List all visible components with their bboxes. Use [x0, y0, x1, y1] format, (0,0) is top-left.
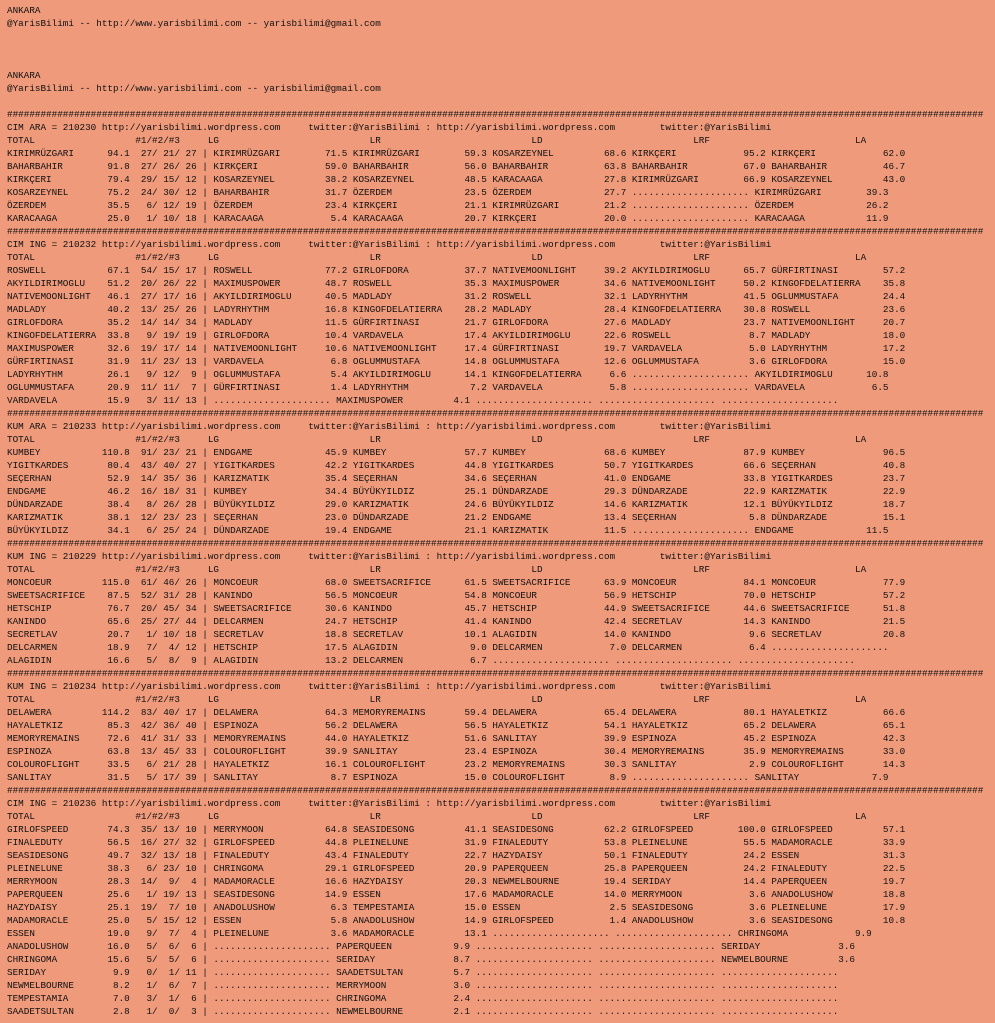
- result-row: CHRINGOMA 15.6 5/ 5/ 6 | ..................... SERIDAY 8.7 ..................... ..................... NEWMELBOURNE 3.6: [7, 954, 856, 965]
- section-divider: ###############################################################################################################################################################################: [7, 226, 984, 237]
- result-row: ANADOLUSHOW 16.0 5/ 6/ 6 | ..................... PAPERQUEEN 9.9 ..................... ..................... SERIDAY 3.6: [7, 941, 856, 952]
- result-row: KANINDO 65.6 25/ 27/ 44 | DELCARMEN 24.7 HETSCHIP 41.4 KANINDO 42.4 SECRETLAV 14.3 KANINDO 21.5: [7, 616, 906, 627]
- results-body: [7, 69, 995, 1018]
- credit-line: @YarisBilimi -- http://www.yarisbilimi.com -- yarisbilimi@gmail.com: [7, 83, 381, 94]
- spacer: [7, 30, 995, 43]
- column-header-row: TOTAL #1/#2/#3 LG LR LD LRF LA: [7, 434, 867, 445]
- result-row: SEASIDESONG 49.7 32/ 13/ 18 | FINALEDUTY 43.4 FINALEDUTY 22.7 HAZYDAISY 50.1 FINALEDUTY 24.2 ESSEN 31.3: [7, 850, 906, 861]
- result-row: SECRETLAV 20.7 1/ 10/ 18 | SECRETLAV 18.8 SECRETLAV 10.1 ALAGIDIN 14.0 KANINDO 9.6 SECRETLAV 20.8: [7, 629, 906, 640]
- race-header: CIM ING = 210232 http://yarisbilimi.wordpress.com twitter:@YarisBilimi : http://yarisbilimi.wordpress.com twitter:@YarisBilimi: [7, 239, 772, 250]
- section-divider: ###############################################################################################################################################################################: [7, 785, 984, 796]
- spacer: [7, 95, 995, 108]
- result-row: OGLUMMUSTAFA 20.9 11/ 11/ 7 | GÜRFIRTINASI 1.4 LADYRHYTHM 7.2 VARDAVELA 5.8 ..................... VARDAVELA 6.5: [7, 382, 889, 393]
- result-row: DÜNDARZADE 38.4 8/ 26/ 28 | BÜYÜKYILDIZ 29.0 KARIZMATIK 24.6 BÜYÜKYILDIZ 14.6 KARIZMATIK 12.1 BÜYÜKYILDIZ 18.7: [7, 499, 906, 510]
- result-row: GÜRFIRTINASI 31.9 11/ 23/ 13 | VARDAVELA 6.8 OGLUMMUSTAFA 14.8 OGLUMMUSTAFA 12.6 OGLUMMUSTAFA 3.6 GIRLOFDORA 15.0: [7, 356, 906, 367]
- result-row: MADAMORACLE 25.0 5/ 15/ 12 | ESSEN 5.8 ANADOLUSHOW 14.9 GIRLOFSPEED 1.4 ANADOLUSHOW 3.6 SEASIDESONG 10.8: [7, 915, 906, 926]
- result-row: NATIVEMOONLIGHT 46.1 27/ 17/ 16 | AKYILDIRIMOGLU 40.5 MADLADY 31.2 ROSWELL 32.1 LADYRHYTHM 41.5 OGLUMMUSTAFA 24.4: [7, 291, 906, 302]
- result-row: KARACAAGA 25.0 1/ 10/ 18 | KARACAAGA 5.4 KARACAAGA 20.7 KIRKÇERI 20.0 ..................... KARACAAGA 11.9: [7, 213, 889, 224]
- credit-line: @YarisBilimi -- http://www.yarisbilimi.com -- yarisbilimi@gmail.com: [7, 18, 381, 29]
- result-row: PLEINELUNE 38.3 6/ 23/ 10 | CHRINGOMA 29.1 GIRLOFSPEED 20.9 PAPERQUEEN 25.8 PAPERQUEEN 24.2 FINALEDUTY 22.5: [7, 863, 906, 874]
- result-row: MEMORYREMAINS 72.6 41/ 31/ 33 | MEMORYREMAINS 44.0 HAYALETKIZ 51.6 SANLITAY 39.9 ESPINOZA 45.2 ESPINOZA 42.3: [7, 733, 906, 744]
- city-heading: ANKARA: [7, 5, 41, 16]
- result-row: KOSARZEYNEL 75.2 24/ 30/ 12 | BAHARBAHIR 31.7 ÖZERDEM 23.5 ÖZERDEM 27.7 ..................... KIRIMRÜZGARI 39.3: [7, 187, 889, 198]
- result-row: BÜYÜKYILDIZ 34.1 6/ 25/ 24 | DÜNDARZADE 19.4 ENDGAME 21.1 KARIZMATIK 11.5 ..................... ENDGAME 11.5: [7, 525, 889, 536]
- result-row: YIGITKARDES 80.4 43/ 40/ 27 | YIGITKARDES 42.2 YIGITKARDES 44.8 YIGITKARDES 50.7 YIGITKARDES 66.6 SEÇERHAN 40.8: [7, 460, 906, 471]
- section-divider: ###############################################################################################################################################################################: [7, 538, 984, 549]
- result-row: KARIZMATIK 38.1 12/ 23/ 23 | SEÇERHAN 23.0 DÜNDARZADE 21.2 ENDGAME 13.4 SEÇERHAN 5.8 DÜNDARZADE 15.1: [7, 512, 906, 523]
- result-row: GIRLOFSPEED 74.3 35/ 13/ 10 | MERRYMOON 64.8 SEASIDESONG 41.1 SEASIDESONG 62.2 GIRLOFSPEED 100.0 GIRLOFSPEED 57.1: [7, 824, 906, 835]
- result-row: AKYILDIRIMOGLU 51.2 20/ 26/ 22 | MAXIMUSPOWER 48.7 ROSWELL 35.3 MAXIMUSPOWER 34.6 NATIVEMOONLIGHT 50.2 KINGOFDELATIERRA 35.8: [7, 278, 906, 289]
- result-row: KIRKÇERI 79.4 29/ 15/ 12 | KOSARZEYNEL 38.2 KOSARZEYNEL 48.5 KARACAAGA 27.8 KIRIMRÜZGARI 66.9 KOSARZEYNEL 43.0: [7, 174, 906, 185]
- result-row: HAYALETKIZ 85.3 42/ 36/ 40 | ESPINOZA 56.2 DELAWERA 56.5 HAYALETKIZ 54.1 HAYALETKIZ 65.2 DELAWERA 65.1: [7, 720, 906, 731]
- section-divider: ###############################################################################################################################################################################: [7, 109, 984, 120]
- result-row: BAHARBAHIR 91.8 27/ 26/ 26 | KIRKÇERI 59.0 BAHARBAHIR 56.0 BAHARBAHIR 63.8 BAHARBAHIR 67.0 BAHARBAHIR 46.7: [7, 161, 906, 172]
- result-row: SWEETSACRIFICE 87.5 52/ 31/ 28 | KANINDO 56.5 MONCOEUR 54.8 MONCOEUR 56.9 HETSCHIP 70.0 HETSCHIP 57.2: [7, 590, 906, 601]
- city-heading: ANKARA: [7, 70, 41, 81]
- result-row: SEÇERHAN 52.9 14/ 35/ 36 | KARIZMATIK 35.4 SEÇERHAN 34.6 SEÇERHAN 41.0 ENDGAME 33.8 YIGITKARDES 23.7: [7, 473, 906, 484]
- result-row: SERIDAY 9.9 0/ 1/ 11 | ..................... SAADETSULTAN 5.7 ..................... ..................... .....................: [7, 967, 839, 978]
- result-row: MONCOEUR 115.0 61/ 46/ 26 | MONCOEUR 68.0 SWEETSACRIFICE 61.5 SWEETSACRIFICE 63.9 MONCOEUR 84.1 MONCOEUR 77.9: [7, 577, 906, 588]
- race-header: KUM ARA = 210233 http://yarisbilimi.wordpress.com twitter:@YarisBilimi : http://yarisbilimi.wordpress.com twitter:@YarisBilimi: [7, 421, 772, 432]
- column-header-row: TOTAL #1/#2/#3 LG LR LD LRF LA: [7, 252, 867, 263]
- race-header: CIM ING = 210236 http://yarisbilimi.wordpress.com twitter:@YarisBilimi : http://yarisbilimi.wordpress.com twitter:@YarisBilimi: [7, 798, 772, 809]
- spacer: [7, 56, 995, 69]
- result-row: ÖZERDEM 35.5 6/ 12/ 19 | ÖZERDEM 23.4 KIRKÇERI 21.1 KIRIMRÜZGARI 21.2 ..................... ÖZERDEM 26.2: [7, 200, 889, 211]
- result-row: MERRYMOON 28.3 14/ 9/ 4 | MADAMORACLE 16.6 HAZYDAISY 20.3 NEWMELBOURNE 19.4 SERIDAY 14.4 PAPERQUEEN 19.7: [7, 876, 906, 887]
- result-row: SAADETSULTAN 2.8 1/ 0/ 3 | ..................... NEWMELBOURNE 2.1 ..................... ..................... .....................: [7, 1006, 839, 1017]
- section-divider: ###############################################################################################################################################################################: [7, 668, 984, 679]
- result-row: HAZYDAISY 25.1 19/ 7/ 10 | ANADOLUSHOW 6.3 TEMPESTAMIA 15.0 ESSEN 2.5 SEASIDESONG 3.6 PLEINELUNE 17.9: [7, 902, 906, 913]
- race-header: KUM ING = 210229 http://yarisbilimi.wordpress.com twitter:@YarisBilimi : http://yarisbilimi.wordpress.com twitter:@YarisBilimi: [7, 551, 772, 562]
- result-row: KUMBEY 110.8 91/ 23/ 21 | ENDGAME 45.9 KUMBEY 57.7 KUMBEY 68.6 KUMBEY 87.9 KUMBEY 96.5: [7, 447, 906, 458]
- result-row: PAPERQUEEN 25.6 1/ 19/ 13 | SEASIDESONG 14.9 ESSEN 17.6 MADAMORACLE 14.0 MERRYMOON 3.6 ANADOLUSHOW 18.8: [7, 889, 906, 900]
- result-row: VARDAVELA 15.9 3/ 11/ 13 | ..................... MAXIMUSPOWER 4.1 ..................... ..................... .....................: [7, 395, 839, 406]
- section-divider: ###############################################################################################################################################################################: [7, 408, 984, 419]
- result-row: HETSCHIP 76.7 20/ 45/ 34 | SWEETSACRIFICE 30.6 KANINDO 45.7 HETSCHIP 44.9 SWEETSACRIFICE 44.6 SWEETSACRIFICE 51.8: [7, 603, 906, 614]
- result-row: ESPINOZA 63.8 13/ 45/ 33 | COLOUROFLIGHT 39.9 SANLITAY 23.4 ESPINOZA 30.4 MEMORYREMAINS 35.9 MEMORYREMAINS 33.0: [7, 746, 906, 757]
- result-row: NEWMELBOURNE 8.2 1/ 6/ 7 | ..................... MERRYMOON 3.0 ..................... ..................... .....................: [7, 980, 839, 991]
- result-row: MADLADY 40.2 13/ 25/ 26 | LADYRHYTHM 16.8 KINGOFDELATIERRA 28.2 MADLADY 28.4 KINGOFDELATIERRA 30.8 ROSWELL 23.6: [7, 304, 906, 315]
- result-row: ROSWELL 67.1 54/ 15/ 17 | ROSWELL 77.2 GIRLOFDORA 37.7 NATIVEMOONLIGHT 39.2 AKYILDIRIMOGLU 65.7 GÜRFIRTINASI 57.2: [7, 265, 906, 276]
- result-row: ALAGIDIN 16.6 5/ 8/ 9 | ALAGIDIN 13.2 DELCARMEN 6.7 ..................... ..................... .....................: [7, 655, 856, 666]
- result-row: KIRIMRÜZGARI 94.1 27/ 21/ 27 | KIRIMRÜZGARI 71.5 KIRIMRÜZGARI 59.3 KOSARZEYNEL 68.6 KIRKÇERI 95.2 KIRKÇERI 62.0: [7, 148, 906, 159]
- column-header-row: TOTAL #1/#2/#3 LG LR LD LRF LA: [7, 811, 867, 822]
- result-row: FINALEDUTY 56.5 16/ 27/ 32 | GIRLOFSPEED 44.8 PLEINELUNE 31.9 FINALEDUTY 53.8 PLEINELUNE 55.5 MADAMORACLE 33.9: [7, 837, 906, 848]
- result-row: GIRLOFDORA 35.2 14/ 14/ 34 | MADLADY 11.5 GÜRFIRTINASI 21.7 GIRLOFDORA 27.6 MADLADY 23.7 NATIVEMOONLIGHT 20.7: [7, 317, 906, 328]
- result-row: KINGOFDELATIERRA 33.8 9/ 19/ 19 | GIRLOFDORA 10.4 VARDAVELA 17.4 AKYILDIRIMOGLU 22.6 ROSWELL 8.7 MADLADY 18.0: [7, 330, 906, 341]
- result-row: SANLITAY 31.5 5/ 17/ 39 | SANLITAY 8.7 ESPINOZA 15.0 COLOUROFLIGHT 8.9 ..................... SANLITAY 7.9: [7, 772, 889, 783]
- spacer: [7, 43, 995, 56]
- result-row: ENDGAME 46.2 16/ 18/ 31 | KUMBEY 34.4 BÜYÜKYILDIZ 25.1 DÜNDARZADE 29.3 DÜNDARZADE 22.9 KARIZMATIK 22.9: [7, 486, 906, 497]
- column-header-row: TOTAL #1/#2/#3 LG LR LD LRF LA: [7, 135, 867, 146]
- column-header-row: TOTAL #1/#2/#3 LG LR LD LRF LA: [7, 564, 867, 575]
- result-row: TEMPESTAMIA 7.0 3/ 1/ 6 | ..................... CHRINGOMA 2.4 ..................... ..................... .....................: [7, 993, 839, 1004]
- race-header: CIM ARA = 210230 http://yarisbilimi.wordpress.com twitter:@YarisBilimi : http://yarisbilimi.wordpress.com twitter:@YarisBilimi: [7, 122, 772, 133]
- result-row: LADYRHYTHM 26.1 9/ 12/ 9 | OGLUMMUSTAFA 5.4 AKYILDIRIMOGLU 14.1 KINGOFDELATIERRA 6.6 ..................... AKYILDIRIMOGLU 10.8: [7, 369, 889, 380]
- result-row: ESSEN 19.0 9/ 7/ 4 | PLEINELUNE 3.6 MADAMORACLE 13.1 ..................... ..................... CHRINGOMA 9.9: [7, 928, 872, 939]
- result-row: DELCARMEN 18.9 7/ 4/ 12 | HETSCHIP 17.5 ALAGIDIN 9.0 DELCARMEN 7.0 DELCARMEN 6.4 .....................: [7, 642, 889, 653]
- column-header-row: TOTAL #1/#2/#3 LG LR LD LRF LA: [7, 694, 867, 705]
- result-row: COLOUROFLIGHT 33.5 6/ 21/ 28 | HAYALETKIZ 16.1 COLOUROFLIGHT 23.2 MEMORYREMAINS 30.3 SANLITAY 2.9 COLOUROFLIGHT 14.3: [7, 759, 906, 770]
- race-header: KUM ING = 210234 http://yarisbilimi.wordpress.com twitter:@YarisBilimi : http://yarisbilimi.wordpress.com twitter:@YarisBilimi: [7, 681, 772, 692]
- result-row: MAXIMUSPOWER 32.6 19/ 17/ 14 | NATIVEMOONLIGHT 10.6 NATIVEMOONLIGHT 17.4 GÜRFIRTINASI 19.7 VARDAVELA 5.0 LADYRHYTHM 17.2: [7, 343, 906, 354]
- result-row: DELAWERA 114.2 83/ 40/ 17 | DELAWERA 64.3 MEMORYREMAINS 59.4 DELAWERA 65.4 DELAWERA 80.1 HAYALETKIZ 66.6: [7, 707, 906, 718]
